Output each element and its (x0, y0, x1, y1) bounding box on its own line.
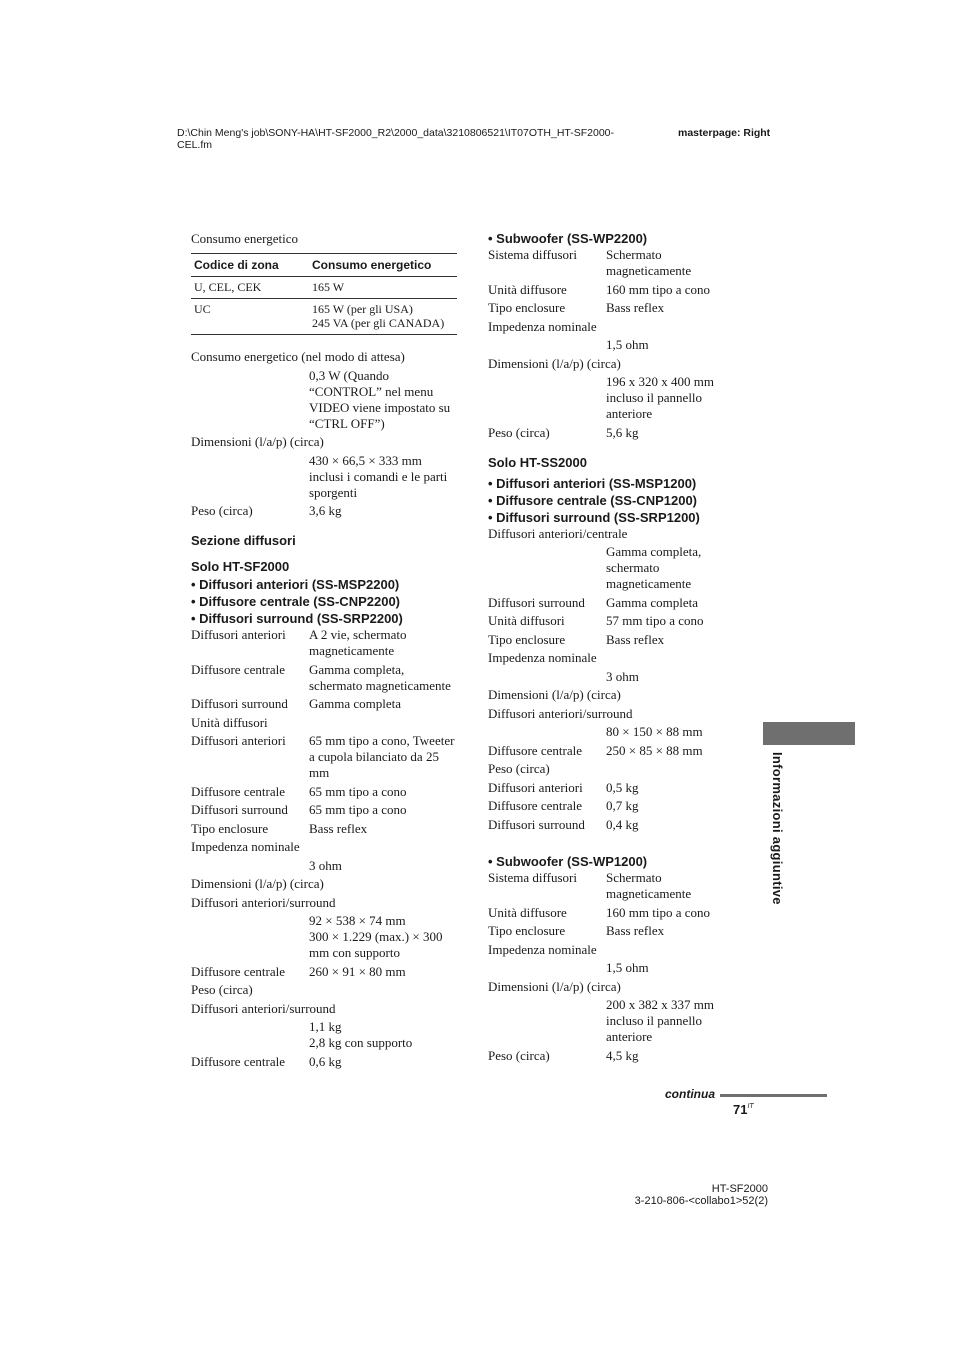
continua-label: continua (665, 1087, 715, 1101)
table-header-zone: Codice di zona (191, 254, 309, 277)
spec-value: 1,1 kg 2,8 kg con supporto (309, 1019, 413, 1050)
table-cell-zone: UC (191, 299, 309, 335)
spec-value: 65 mm tipo a cono (309, 802, 407, 817)
spec-row (488, 817, 733, 833)
bullet-item: • Diffusori surround (SS-SRP1200) (488, 509, 700, 525)
standby-label: Consumo energetico (nel modo di attesa) (191, 349, 405, 364)
model-code: 3-210-806-<collabo1>52(2) (634, 1195, 768, 1207)
spec-group-label: Dimensioni (l/a/p) (circa) (488, 978, 621, 994)
bullet-item: • Diffusori surround (SS-SRP2200) (191, 611, 403, 626)
spec-row (191, 662, 457, 694)
spec-group-label: Impedenza nominale (488, 318, 597, 334)
spec-value: Gamma completa, schermato magneticamente (309, 661, 451, 693)
spec-row (191, 627, 457, 659)
spec-value: 3 ohm (309, 857, 342, 873)
spec-label: Diffusori surround (191, 696, 288, 711)
spec-value: 160 mm tipo a cono (606, 281, 710, 297)
page-number-value: 71 (733, 1102, 748, 1117)
spec-row (488, 613, 733, 629)
spec-row (488, 425, 733, 441)
weight-value: 3,6 kg (309, 503, 342, 518)
spec-value: 57 mm tipo a cono (606, 613, 704, 628)
spec-value: 160 mm tipo a cono (606, 904, 710, 920)
spec-label: Unità diffusore (488, 281, 567, 297)
spec-label: Diffusori anteriori (488, 779, 583, 795)
spec-value: 1,5 ohm (606, 337, 649, 352)
spec-row (191, 784, 457, 800)
spec-value: 65 mm tipo a cono, Tweeter a cupola bilanciato da 25 mm (309, 733, 455, 780)
spec-value: Gamma completa, schermato magneticamente (606, 544, 702, 591)
spec-group-label: Dimensioni (l/a/p) (circa) (191, 876, 324, 891)
table-row (191, 277, 457, 299)
spec-label: Diffusore centrale (191, 783, 285, 799)
spec-group-label: Dimensioni (l/a/p) (circa) (488, 687, 621, 702)
spec-value: Bass reflex (309, 820, 368, 836)
spec-group-label: Impedenza nominale (488, 650, 597, 665)
spec-value: 0,4 kg (606, 816, 639, 832)
spec-row (488, 798, 733, 814)
power-table (191, 253, 457, 335)
spec-value: 65 mm tipo a cono (309, 783, 407, 799)
spec-value: 92 × 538 × 74 mm 300 × 1.229 (max.) × 300 mm con supporto (309, 913, 443, 960)
spec-row (488, 595, 733, 611)
dimensions-value: 430 × 66,5 × 333 mm inclusi i comandi e le parti sporgenti (309, 452, 448, 500)
spec-value: 80 × 150 × 88 mm (606, 724, 703, 739)
spec-row (191, 503, 457, 519)
bullet-item: • Diffusore centrale (SS-CNP2200) (191, 594, 401, 609)
spec-row (488, 632, 733, 648)
spec-value: Schermato magneticamente (606, 870, 692, 901)
table-cell-zone: U, CEL, CEK (191, 277, 309, 299)
bullet-item: • Diffusore centrale (SS-CNP1200) (488, 492, 698, 508)
subwoofer-title: • Subwoofer (SS-WP2200) (488, 231, 648, 246)
section-title: Sezione diffusori (191, 533, 296, 548)
spec-label: Tipo enclosure (488, 300, 566, 315)
spec-label: Diffusore centrale (488, 742, 582, 758)
bullet-item: • Diffusori anteriori (SS-MSP1200) (488, 475, 697, 491)
spec-row (488, 923, 733, 939)
subwoofer-title: • Subwoofer (SS-WP1200) (488, 854, 648, 869)
weight-label: Peso (circa) (191, 503, 253, 518)
spec-row (191, 696, 457, 712)
side-tab-label: Informazioni aggiuntive (770, 752, 785, 905)
spec-value: Schermato magneticamente (606, 247, 692, 278)
spec-group-label: Unità diffusori (191, 714, 268, 730)
spec-row (488, 247, 733, 279)
spec-row (488, 743, 733, 759)
bullet-item: • Diffusori anteriori (SS-MSP2200) (191, 577, 400, 592)
page-number (733, 1102, 754, 1117)
spec-value: 196 x 320 x 400 mm incluso il pannello anteriore (606, 374, 714, 421)
spec-label: Peso (circa) (488, 424, 550, 440)
spec-label: Diffusori surround (488, 594, 585, 610)
continua-rule (720, 1094, 827, 1097)
spec-row (191, 821, 457, 837)
table-header-power: Consumo energetico (309, 254, 457, 277)
masterpage-label: masterpage: Right (678, 127, 771, 139)
page-number-suffix: IT (747, 1103, 754, 1110)
spec-value: Bass reflex (606, 631, 665, 647)
spec-value: 4,5 kg (606, 1047, 639, 1063)
spec-value: 200 x 382 x 337 mm incluso il pannello anteriore (606, 997, 714, 1044)
spec-label: Diffusore centrale (191, 963, 285, 979)
spec-label: Diffusore centrale (191, 1053, 285, 1069)
solo-title: Solo HT-SS2000 (488, 454, 587, 470)
spec-label: Diffusori surround (488, 816, 585, 832)
standby-value: 0,3 W (Quando “CONTROL” nel menu VIDEO viene impostato su “CTRL OFF”) (309, 367, 451, 431)
spec-value: 3 ohm (606, 668, 639, 684)
spec-value: Bass reflex (606, 923, 665, 938)
spec-group-label: Diffusori anteriori/surround (191, 894, 336, 910)
spec-row (191, 802, 457, 818)
spec-label: Unità diffusori (488, 613, 565, 628)
spec-value: 5,6 kg (606, 424, 639, 440)
spec-row (488, 282, 733, 298)
spec-value: 0,6 kg (309, 1053, 342, 1069)
spec-row (191, 964, 457, 980)
spec-group-label: Dimensioni (l/a/p) (circa) (488, 355, 621, 371)
spec-group-label: Diffusori anteriori/surround (488, 705, 633, 721)
spec-label: Unità diffusore (488, 904, 567, 920)
spec-label: Tipo enclosure (191, 820, 269, 836)
right-column (488, 230, 733, 1066)
spec-group-label: Peso (circa) (488, 761, 550, 776)
spec-label: Diffusori anteriori (191, 733, 286, 748)
spec-group-label: Impedenza nominale (488, 941, 597, 957)
spec-label: Sistema diffusori (488, 247, 577, 262)
spec-row (191, 1054, 457, 1070)
spec-value: Gamma completa (606, 594, 699, 610)
power-intro: Consumo energetico (191, 231, 298, 246)
spec-row (488, 870, 733, 902)
spec-label: Diffusori surround (191, 802, 288, 817)
spec-group-label: Peso (circa) (191, 982, 253, 997)
spec-value: Gamma completa (309, 696, 402, 711)
spec-label: Diffusori anteriori (191, 627, 286, 642)
solo-title: Solo HT-SF2000 (191, 559, 290, 574)
spec-value: 0,7 kg (606, 798, 639, 813)
spec-label: Diffusore centrale (488, 798, 582, 813)
spec-label: Tipo enclosure (488, 631, 566, 647)
spec-label: Peso (circa) (488, 1047, 550, 1063)
file-path: D:\Chin Meng's job\SONY-HA\HT-SF2000_R2\2000_data\3210806521\IT07OTH_HT-SF2000-CEL.fm (177, 127, 615, 151)
spec-label: Diffusore centrale (191, 661, 285, 677)
table-row (191, 299, 457, 335)
section-tab-marker (763, 722, 855, 745)
spec-value: A 2 vie, schermato magneticamente (309, 627, 407, 658)
dimensions-label: Dimensioni (l/a/p) (circa) (191, 434, 324, 449)
model-name: HT-SF2000 (711, 1183, 768, 1195)
table-cell-value: 165 W (309, 277, 457, 299)
left-column (191, 230, 457, 1072)
table-cell-value: 165 W (per gli USA) 245 VA (per gli CANADA) (309, 299, 457, 335)
spec-value: 260 × 91 × 80 mm (309, 963, 406, 979)
spec-group-label: Diffusori anteriori/centrale (488, 525, 628, 541)
spec-value: 1,5 ohm (606, 960, 649, 975)
model-info (635, 1183, 768, 1207)
spec-value: Bass reflex (606, 300, 665, 315)
spec-label: Tipo enclosure (488, 923, 566, 938)
spec-value: 0,5 kg (606, 779, 639, 795)
spec-row (488, 905, 733, 921)
spec-row (488, 1048, 733, 1064)
spec-value: 250 × 85 × 88 mm (606, 742, 703, 758)
spec-label: Sistema diffusori (488, 870, 577, 885)
spec-row (191, 733, 457, 781)
spec-group-label: Diffusori anteriori/surround (191, 1000, 336, 1016)
spec-row (488, 300, 733, 316)
spec-group-label: Impedenza nominale (191, 839, 300, 854)
spec-row (488, 780, 733, 796)
